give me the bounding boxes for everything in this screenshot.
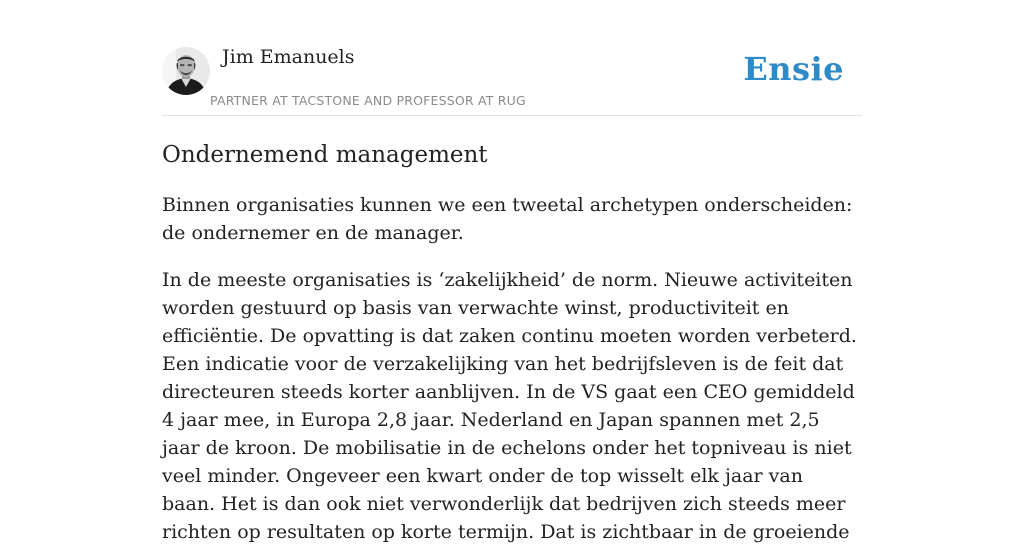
article-card xyxy=(162,0,862,546)
author-avatar[interactable] xyxy=(162,47,210,95)
article-paragraph-1: Binnen organisaties kunnen we een tweetal archetypen onderscheiden: de ondernemer en de manager. xyxy=(162,194,853,244)
avatar-photo xyxy=(162,47,210,95)
article-paragraph-2: In de meeste organisaties is ‘zakelijkheid’ de norm. Nieuwe activiteiten worden gestuurd op basis van verwachte winst, productiviteit en efficiëntie. De opvatting is dat zaken continu moeten worden verbeterd. Een indicatie voor de verzakelijking van het bedrijfsleven is de feit dat directeuren steeds korter aanblijven. In de VS gaat een CEO gemiddeld 4 jaar mee, in Europa 2,8 jaar. Nederland en Japan spannen met 2,5 jaar de kroon. De mobilisatie in de echelons onder het topniveau is niet veel minder. Ongeveer een kwart onder de top wisselt elk jaar van baan. Het is dan ook niet verwonderlijk dat bedrijven zich steeds meer richten op resultaten op korte termijn. Dat is zichtbaar in de groeiende xyxy=(162,269,857,543)
author-name[interactable]: Jim Emanuels xyxy=(222,46,355,68)
author-role: PARTNER AT TACSTONE AND PROFESSOR AT RUG xyxy=(210,93,526,108)
ensie-logo[interactable]: Ensie xyxy=(743,50,844,88)
article-title: Ondernemend management xyxy=(162,142,488,168)
author-header xyxy=(162,0,862,116)
